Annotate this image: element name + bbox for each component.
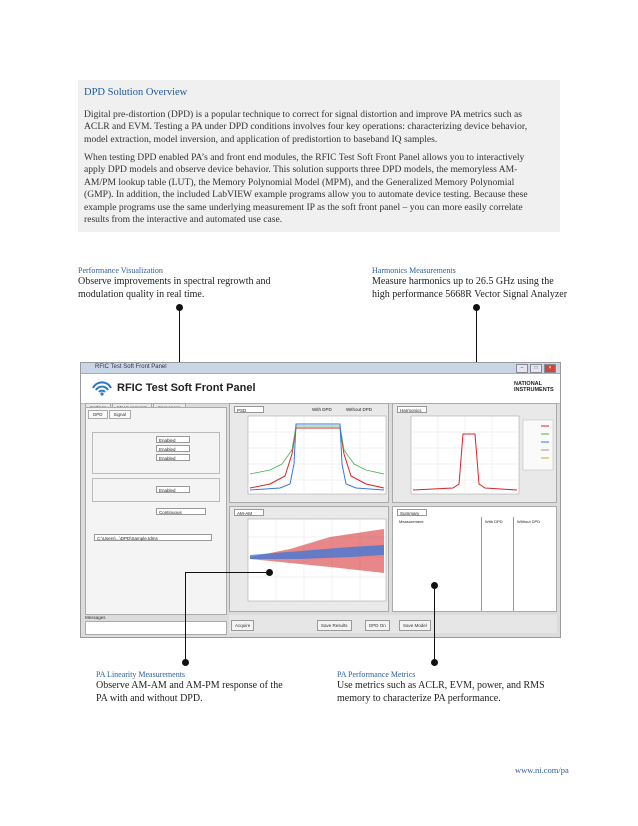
spectrum-chart [229,403,389,503]
setting-dropdown[interactable]: Enabled [156,454,190,461]
leader-line [185,572,186,662]
settings-panel [85,407,227,615]
with-dpd-legend: With DPD [312,407,332,412]
wifi-icon [91,379,113,397]
callout-harmonics-text: Measure harmonics up to 26.5 GHz using the high performance 5668R Vector Signal Analyzer [372,276,568,300]
footer-url[interactable]: www.ni.com/pa [515,765,569,775]
app-screenshot [80,362,561,638]
callout-performance-visualization-text: Observe improvements in spectral regrowth and modulation quality in real time. [78,276,271,300]
callout-harmonics-title: Harmonics Measurements [372,266,456,275]
spectrum-selector[interactable]: PSD [234,406,264,413]
callout-pa-performance-title: PA Performance Metrics [337,670,416,679]
summary-table [392,506,557,612]
summary-selector[interactable]: Summary [397,509,427,516]
setting-dropdown[interactable]: Enabled [156,436,190,443]
callout-dot [182,659,189,666]
messages-label: Messages [85,615,106,620]
app-titlebar [81,363,560,374]
leader-line [185,572,269,573]
amam-plot [230,507,390,613]
table-header-without-dpd: Without DPD [517,519,541,524]
setting-dropdown[interactable]: Enabled [156,445,190,452]
amam-selector[interactable]: AM-AM [234,509,264,516]
save-results-button[interactable]: Save Results [317,620,352,631]
close-button[interactable]: × [544,364,556,373]
callout-performance-visualization-title: Performance Visualization [78,266,163,275]
harmonics-chart [392,403,557,503]
harmonics-plot [393,404,558,504]
app-window-title: RFIC Test Soft Front Panel [95,364,167,370]
file-path-input[interactable]: C:\Users\...\DPD\Sample.tdms [94,534,212,541]
save-model-button[interactable]: Save Model [399,620,431,631]
maximize-button[interactable]: □ [530,364,542,373]
minimize-button[interactable]: – [516,364,528,373]
overview-title: DPD Solution Overview [84,87,188,98]
table-header-with-dpd: With DPD [485,519,503,524]
mode-dropdown[interactable]: Continuous [156,508,206,515]
acquire-button[interactable]: Acquire [231,620,254,631]
callout-dot [431,659,438,666]
table-header-measurement: Measurement [399,519,424,524]
setting-dropdown[interactable]: Enabled [156,486,190,493]
callout-pa-linearity-text: Observe AM-AM and AM-PM response of the PA with and without DPD. [96,680,283,704]
overview-paragraph-2: When testing DPD enabled PA’s and front end modules, the RFIC Test Soft Front Panel allows you to interactively apply DPD models and observe device behavior. This solution supports three DPD models, the memoryless AM-AM/PM lookup table (LUT), the Memory Polynomial Model (MPM), and the Generalized Memory Polynomial (GMP). In addition, the included LabVIEW example programs allow you to automate device testing. Because these example programs use the same underlying measurement IP as the soft front panel – you can more easily correlate results from the interactive and automated use case. [84,152,528,226]
app-brand-title: RFIC Test Soft Front Panel [117,382,256,394]
messages-box [85,621,227,635]
bottom-toolbar [229,615,557,633]
column-divider [481,517,482,611]
leader-line [434,585,435,659]
without-dpd-legend: Without DPD [346,407,373,412]
column-divider [513,517,514,611]
harmonics-selector[interactable]: Harmonics [397,406,427,413]
ni-logo: NATIONAL INSTRUMENTS [514,381,554,393]
callout-pa-linearity-title: PA Linearity Measurements [96,670,186,679]
subtab-signal[interactable]: Signal [109,410,132,419]
app-header [81,374,560,404]
subtab-dpd[interactable]: DPD [88,410,108,419]
overview-paragraph-1: Digital pre-distortion (DPD) is a popular technique to correct for signal distortion and improve PA metrics such as ACLR and EVM. Testing a PA under DPD conditions involves four key operations: characterizing device behavior, model extraction, model inversion, and application of predistortion to baseband IQ samples. [84,109,528,145]
amam-chart [229,506,389,612]
dpd-on-button[interactable]: DPD On [365,620,390,631]
spectrum-plot [230,404,390,504]
callout-pa-performance-text: Use metrics such as ACLR, EVM, power, and RMS memory to characterize PA performance. [337,680,545,704]
